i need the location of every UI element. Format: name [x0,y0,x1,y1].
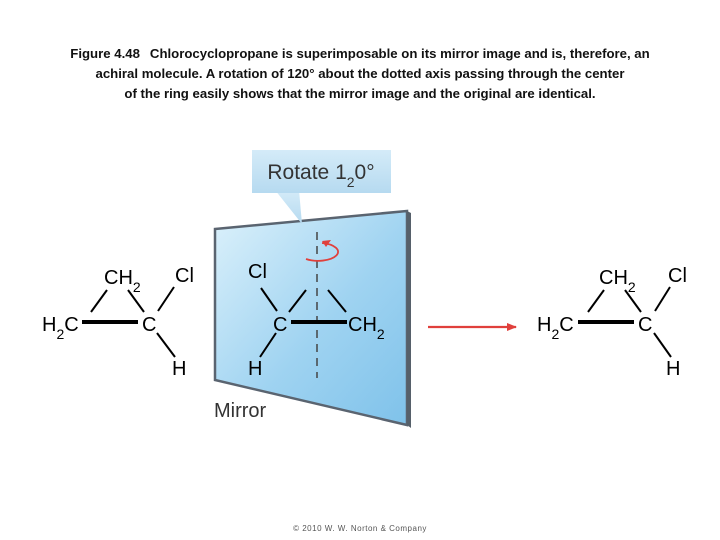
molecule-left [42,265,194,380]
right-c-label: C [638,314,653,336]
caption-text-1: Chlorocyclopropane is superimposable on its mirror image and is, therefore, an [149,46,650,61]
left-c-label: C [142,314,157,336]
mirror-c-label: C [273,314,288,336]
mirror-h-label: H [248,358,263,380]
copyright-notice: © 2010 W. W. Norton & Company [293,524,427,533]
rotate-callout [252,150,391,224]
mirror-cl-label: Cl [248,261,267,283]
molecule-right [537,265,687,380]
right-cl-label: Cl [668,265,687,287]
callout-label: Rotate $1_20^\circ$ [267,161,375,190]
left-cl-label: Cl [175,265,194,287]
right-h-label: H [666,358,681,380]
right-ch2-label: $CH_2$ [599,267,636,295]
right-h2c-label: $H_2C$ [537,314,574,342]
mirror-plane [215,211,411,428]
caption-line-3: of the ring easily shows that the mirror image and the original are identical. [124,86,596,101]
mirror-ch2-label: $CH_2$ [348,314,385,342]
mirror-label: Mirror [214,400,267,422]
figure-number: Figure 4.48 [70,46,140,61]
left-h2c-label: $H_2C$ [42,314,79,342]
caption-line-2: achiral molecule. A rotation of 120° about the dotted axis passing through the center [95,66,625,81]
left-h-label: H [172,358,187,380]
left-ch2-label: $CH_2$ [104,267,141,295]
